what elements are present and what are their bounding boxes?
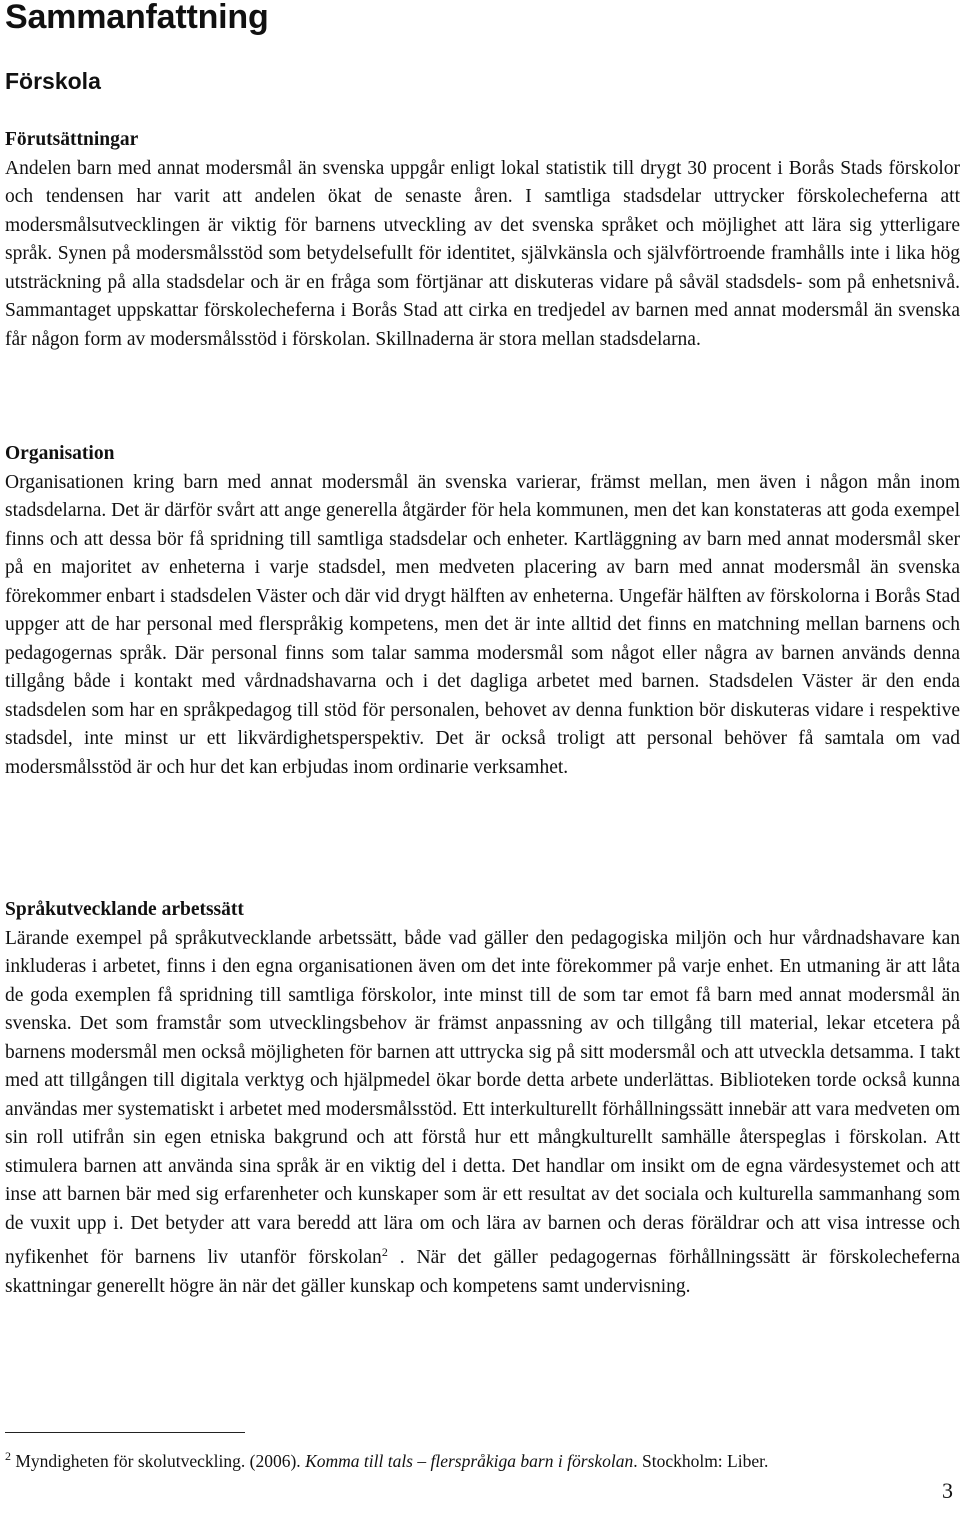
page-subtitle: Förskola — [5, 68, 101, 94]
footnote-reference[interactable]: 2 — [381, 1245, 388, 1259]
section-heading: Organisation — [5, 443, 115, 464]
footnote-text: . Stockholm: Liber. — [633, 1451, 769, 1471]
footnote-title: Komma till tals – flerspråkiga barn i förskolan — [305, 1451, 634, 1471]
section-heading: Förutsättningar — [5, 129, 139, 150]
section-sprakutvecklande — [5, 896, 960, 1301]
footnote-number: 2 — [5, 1449, 11, 1463]
page-title: Sammanfattning — [5, 0, 269, 36]
section-forutsattningar — [5, 126, 960, 354]
footnote — [5, 1445, 768, 1472]
footnote-divider — [5, 1432, 245, 1433]
page-number: 3 — [942, 1478, 953, 1503]
body-text: . När det gäller pedagogernas förhållningssätt är förskolecheferna skattningar generellt högre än när det gäller kunskap och kompetens samt undervisning. — [5, 1247, 960, 1297]
footnote-text: Myndigheten för skolutveckling. (2006). — [11, 1451, 306, 1471]
section-body — [5, 925, 960, 1302]
section-organisation — [5, 440, 960, 782]
section-body: Organisationen kring barn med annat modersmål än svenska varierar, främst mellan, men även i någon mån inom stadsdelarna. Det är därför svårt att ange generella åtgärder för hela kommunen, men det kan konstateras att goda exempel finns och att dessa bör få spridning till samtliga stadsdelar och enheter. Kartläggning av barn med annat modersmål sker på en majoritet av enheterna i varje stadsdel, men medveten placering av barn med annat modersmål än svenska förekommer enbart i stadsdelen Väster och där vid drygt hälften av enheterna. Ungefär hälften av förskolorna i Borås Stad uppger att de har personal med flerspråkig kompetens, men det är inte alltid det finns en matchning mellan barnens och pedagogernas språk. Där personal finns som talar samma modersmål som något eller några av barnen används denna tillgång både i kontakt med vårdnadshavarna och i det dagliga arbetet med barnen. Stadsdelen Väster är den enda stadsdelen som har en språkpedagog till stöd för personalen, behovet av denna funktion bör diskuteras vidare i respektive stadsdel, inte minst ur ett likvärdighetsperspektiv. Det är också troligt att personal behöver få samtala om vad modersmålsstöd är och hur det kan erbjudas inom ordinarie verksamhet. — [5, 471, 960, 778]
body-text: Lärande exempel på språkutvecklande arbetssätt, både vad gäller den pedagogiska miljön och hur vårdnadshavare kan inkluderas i arbetet, finns i den egna organisationen även om det inte förekommer på varje enhet. En utmaning är att låta de goda exemplen få spridning till samtliga förskolor, inte minst till de som tar emot få barn med annat modersmål än svenska. Det som framstår som utvecklingsbehov är främst anpassning av och tillgång till material, lekar etcetera på barnens modersmål men också möjligheten för barnen att uttrycka sig på sitt modersmål och att utveckla detsamma. I takt med att tillgången till digitala verktyg och hjälpmedel ökar borde detta arbete underlättas. Biblioteken torde också kunna användas mer systematiskt i arbetet med modersmålsstöd. Ett interkulturellt förhållningssätt innebär att vara medveten om sin roll utifrån sin egen etniska bakgrund och att förstå hur ett mångkulturellt samhälle återspeglas i förskolan. Att stimulera barnen att använda sina språk är en viktig del i detta. Det handlar om insikt om de egna värdesystemet och att inse att barnen bär med sig erfarenheter och kunskaper som är ett resultat av det sociala och kulturella sammanhang som de vuxit upp i. Det betyder att vara beredd att lära om och lära av barnen och deras föräldrar och att visa intresse och nyfikenhet för barnens liv utanför förskolan — [5, 927, 960, 1268]
section-heading: Språkutvecklande arbetssätt — [5, 899, 244, 920]
section-body: Andelen barn med annat modersmål än svenska uppgår enligt lokal statistik till drygt 30 procent i Borås Stads förskolor och tendensen har varit att andelen ökat de senaste åren. I samtliga stadsdelar uttrycker förskolecheferna att modersmålsutvecklingen är viktig för barnens utveckling av det svenska språket och möjlighet att lära sig ytterligare språk. Synen på modersmålsstöd som betydelsefullt för identitet, självkänsla och självförtroende framhålls inte i lika hög utsträckning på alla stadsdelar och är en fråga som förtjänar att diskuteras vidare på såväl stadsdels- som på enhetsnivå. Sammantaget uppskattar förskolecheferna i Borås Stad att cirka en tredjedel av barnen med annat modersmål än svenska får någon form av modersmålsstöd i förskolan. Skillnaderna är stora mellan stadsdelarna. — [5, 157, 960, 350]
